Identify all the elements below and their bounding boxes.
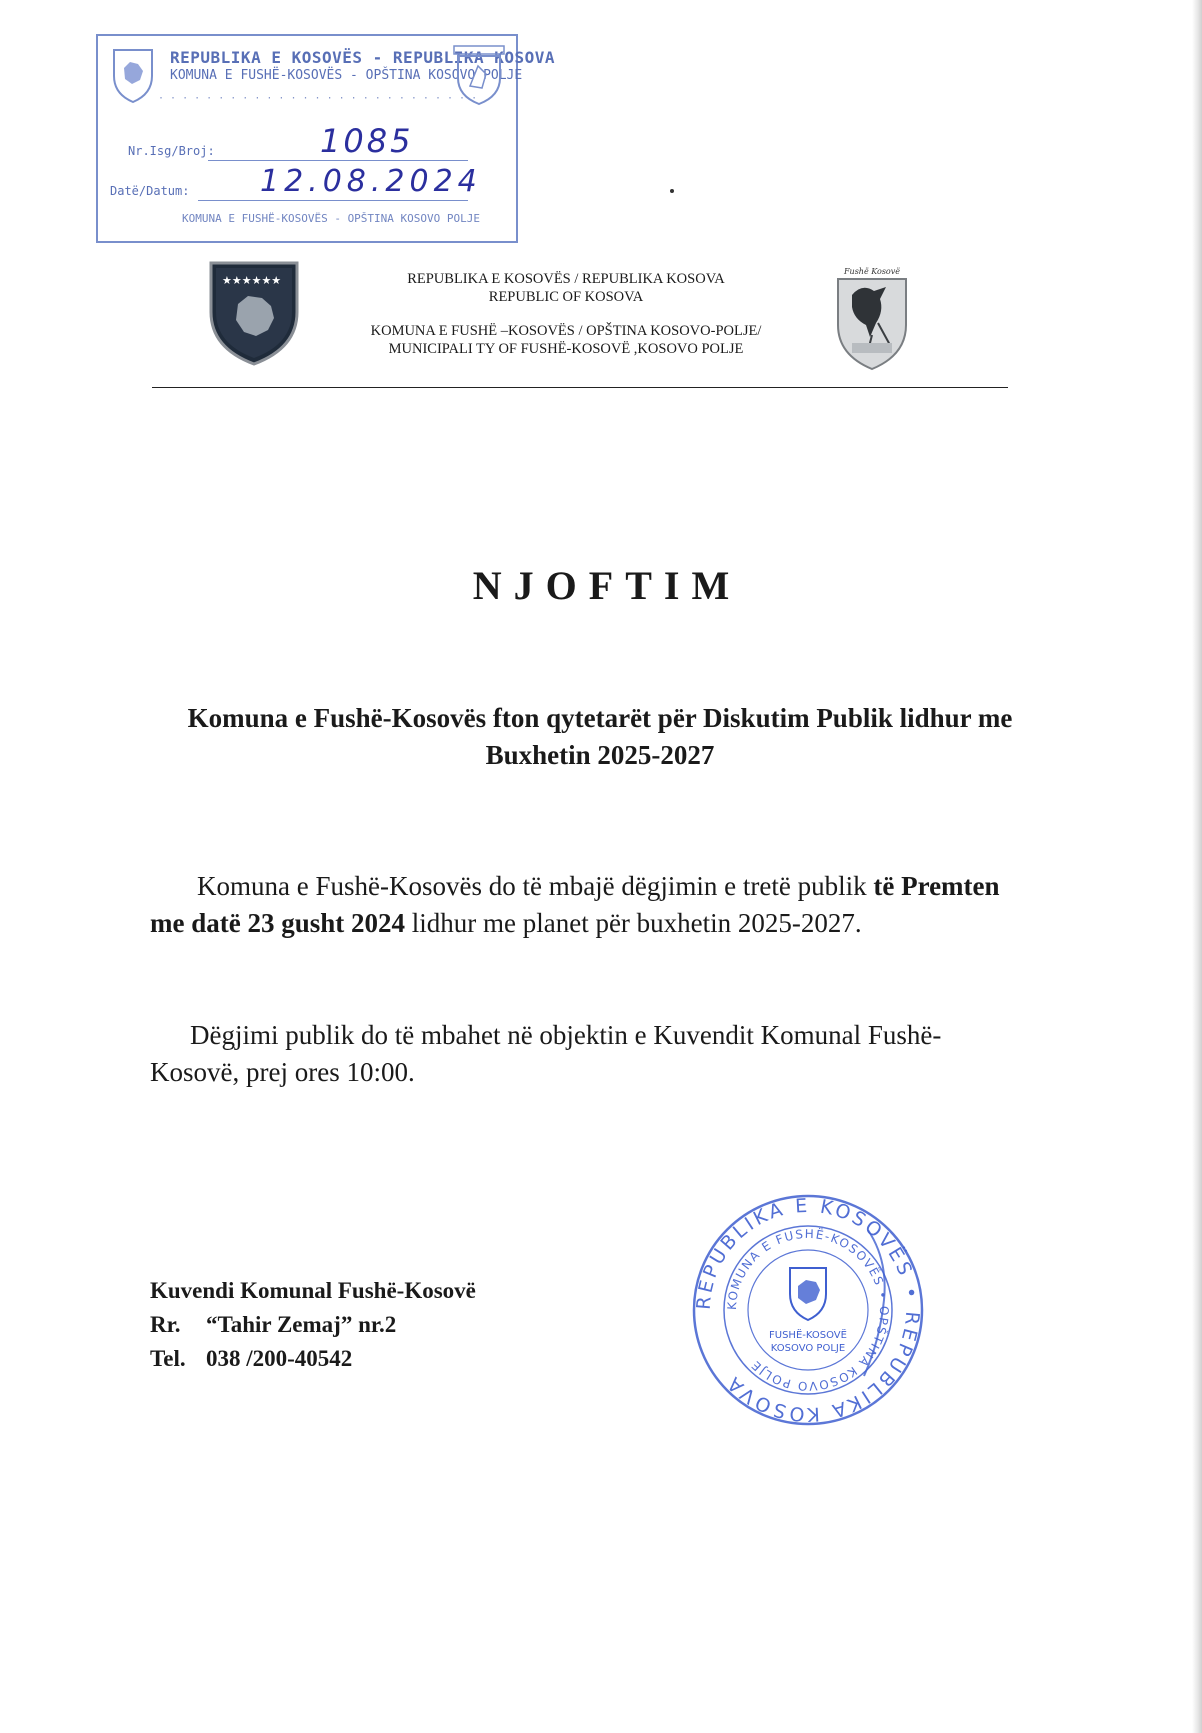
letterhead-line-1: REPUBLIKA E KOSOVËS / REPUBLIKA KOSOVA — [407, 271, 725, 287]
letterhead — [330, 270, 802, 358]
contact-address — [150, 1308, 476, 1342]
letterhead-line-3: KOMUNA E FUSHË –KOSOVËS / OPŠTINA KOSOVO-POLJE/ — [370, 323, 762, 339]
address-label: Rr. — [150, 1312, 181, 1337]
stamp-date-rule — [198, 200, 468, 201]
subtitle-line-2: Buxhetin 2025-2027 — [485, 740, 715, 770]
letterhead-divider — [152, 387, 1008, 388]
stamp-header-line-2: KOMUNA E FUSHË-KOSOVËS - OPŠTINA KOSOVO POLJE — [170, 68, 523, 83]
para1-date: të Premten me datë 23 gusht 2024 — [150, 871, 1000, 938]
official-round-seal — [688, 1190, 928, 1430]
municipal-emblem-caption: Fushë Kosovë — [844, 267, 900, 276]
handwritten-registration-number: 1085 — [320, 122, 414, 160]
address-value: “Tahir Zemaj” nr.2 — [206, 1312, 397, 1337]
stamp-date-label: Datë/Datum: — [110, 184, 190, 198]
document-subtitle — [110, 700, 1090, 774]
kosovo-emblem-stamp-icon — [110, 46, 156, 104]
stamp-number-label: Nr.Isg/Broj: — [128, 144, 215, 158]
phone-value: 038 /200-40542 — [206, 1346, 353, 1371]
svg-text:KOMUNA E FUSHË-KOSOVËS • OPŠTI — [725, 1226, 891, 1393]
seal-inner-text: KOMUNA E FUSHË-KOSOVËS • OPŠTINA KOSOVO POLJE — [724, 1226, 892, 1394]
page-edge — [1192, 0, 1202, 1733]
registration-stamp — [96, 34, 556, 243]
para1-start: Komuna e Fushë-Kosovës do të mbajë dëgjimin e tretë publik — [197, 871, 867, 901]
document-title: NJOFTIM — [472, 563, 742, 608]
seal-center-line-1: FUSHË-KOSOVË — [769, 1330, 847, 1341]
contact-org: Kuvendi Komunal Fushë-Kosovë — [150, 1278, 476, 1303]
stamp-number-rule — [208, 160, 468, 161]
stamp-header-line-1: REPUBLIKA E KOSOVËS - REPUBLIKA KOSOVA — [170, 48, 556, 67]
kosovo-coat-of-arms-icon — [208, 260, 300, 366]
municipal-coat-of-arms-icon — [832, 265, 912, 371]
contact-block — [150, 1274, 476, 1376]
para1-end: lidhur me planet për buxhetin 2025-2027. — [411, 908, 862, 938]
letterhead-line-4: MUNICIPALI TY OF FUSHË-KOSOVË ,KOSOVO POLJE — [388, 341, 744, 357]
subtitle-line-1: Komuna e Fushë-Kosovës fton qytetarët për Diskutim Publik lidhur me — [187, 703, 1013, 733]
stamp-footer: KOMUNA E FUSHË-KOSOVËS - OPŠTINA KOSOVO POLJE — [182, 212, 481, 225]
para2-text: Dëgjimi publik do të mbahet në objektin e Kuvendit Komunal Fushë-Kosovë, prej ores 10:00. — [150, 1020, 942, 1087]
seal-center-line-2: KOSOVO POLJE — [770, 1343, 846, 1354]
handwritten-registration-date: 12.08.2024 — [260, 164, 482, 199]
contact-phone — [150, 1342, 476, 1376]
stamp-header-line-3: · · · · · · · · · · · · · · · · · · · · · · · · · · · — [158, 93, 478, 104]
scan-speck — [670, 189, 674, 193]
announcement-paragraph-2 — [150, 1017, 1030, 1091]
municipal-emblem-stamp-icon — [452, 44, 506, 106]
seal-outer-text: REPUBLIKA E KOSOVËS • REPUBLIKA KOSOVA — [692, 1194, 924, 1426]
svg-text:★★★★★★: ★★★★★★ — [222, 274, 282, 287]
letterhead-line-2: REPUBLIC OF KOSOVA — [488, 289, 644, 305]
announcement-paragraph-1 — [150, 868, 1030, 942]
phone-label: Tel. — [150, 1346, 186, 1371]
